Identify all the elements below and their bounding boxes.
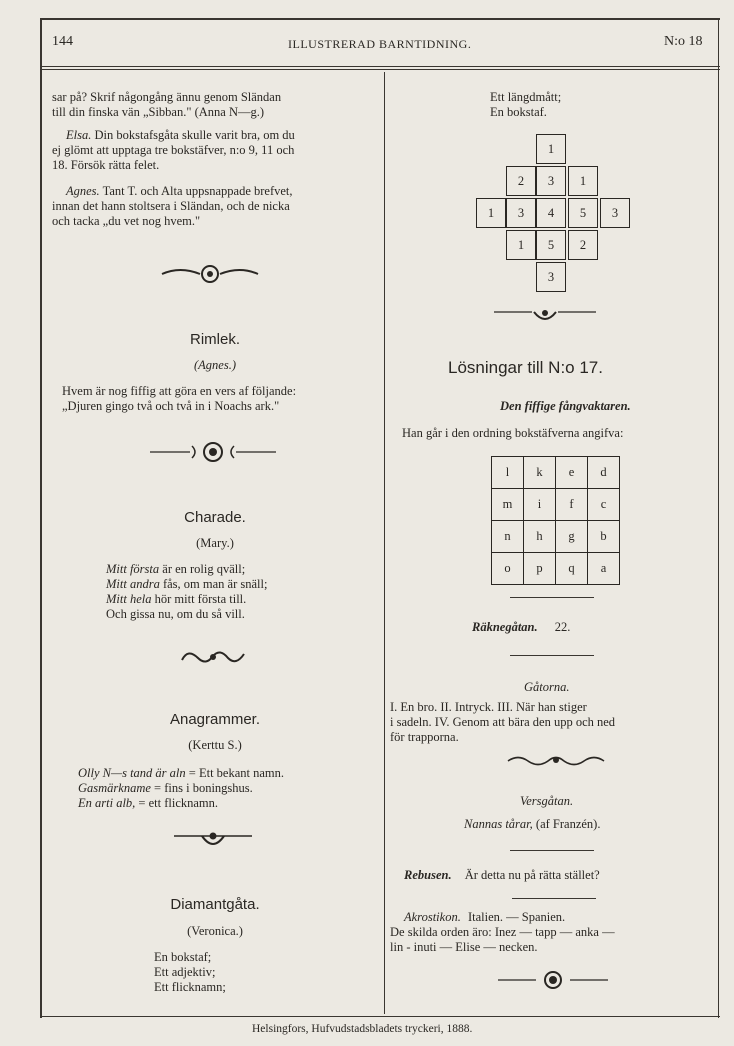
elsa-line-1 xyxy=(66,128,295,143)
table-cell: q xyxy=(556,553,588,585)
grid-cell: 1 xyxy=(568,166,598,196)
grid-cell: 3 xyxy=(600,198,630,228)
rimlek-line-2: „Djuren gingo två och två in i Noachs ark." xyxy=(62,399,280,413)
fangvaktaren-text: Han går i den ordning bokstäfverna angifva: xyxy=(402,426,624,440)
footer-rule xyxy=(40,1016,720,1017)
letter-grid-table xyxy=(491,456,620,585)
grid-cell: 1 xyxy=(506,230,536,260)
akrostikon-text: Italien. — Spanien. xyxy=(467,910,566,924)
diamantgata-title: Diamantgåta. xyxy=(170,896,260,913)
table-cell: i xyxy=(524,489,556,521)
agnes-text-3: och tacka „du vet nog hvem." xyxy=(52,214,201,228)
rebusen-text: Är detta nu på rätta stället? xyxy=(464,868,600,882)
table-cell: n xyxy=(492,521,524,553)
intro-line-2: till din finska vän „Sibban." (Anna N—g.) xyxy=(52,105,265,119)
frame-right-rule xyxy=(718,18,719,1018)
charade-title: Charade. xyxy=(184,509,246,526)
ornament-rosette-icon xyxy=(496,968,610,992)
issue-number: N:o 18 xyxy=(664,34,703,49)
table-cell: d xyxy=(588,457,620,489)
anagram-line-1: Olly N—s tand är aln = Ett bekant namn. xyxy=(78,766,285,780)
versgatan-title: Versgåtan. xyxy=(520,794,574,808)
gatorna-title: Gåtorna. xyxy=(524,680,570,694)
separator-line xyxy=(510,655,594,656)
table-cell: g xyxy=(556,521,588,553)
table-row xyxy=(492,553,620,585)
table-cell: a xyxy=(588,553,620,585)
table-cell: b xyxy=(588,521,620,553)
raknegatan-value: 22. xyxy=(554,620,571,634)
grid-cell: 3 xyxy=(536,166,566,196)
gatorna-line-2: i sadeln. IV. Genom att bära den upp och ned xyxy=(390,715,616,729)
rebusen-line xyxy=(404,868,600,883)
akrostikon-line-3: lin - inuti — Elise — necken. xyxy=(390,940,538,954)
grid-cell: 2 xyxy=(568,230,598,260)
table-cell: h xyxy=(524,521,556,553)
versgatan-line xyxy=(464,817,600,832)
fangvaktaren-title: Den fiffige fångvaktaren. xyxy=(500,399,631,413)
table-row xyxy=(492,457,620,489)
column-divider xyxy=(384,72,385,1014)
diamant-line-1: En bokstaf; xyxy=(154,950,212,964)
table-cell: o xyxy=(492,553,524,585)
diamantgata-author: (Veronica.) xyxy=(187,924,243,938)
header-rule xyxy=(40,66,720,67)
solutions-title: Lösningar till N:o 17. xyxy=(448,358,603,377)
charade-line-2: Mitt andra fås, om man är snäll; xyxy=(106,577,268,591)
akrostikon-line-2: De skilda orden äro: Inez — tapp — anka — xyxy=(390,925,615,939)
ornament-leaf-icon xyxy=(490,304,600,326)
grid-cell: 3 xyxy=(536,262,566,292)
table-cell: f xyxy=(556,489,588,521)
akrostikon-line xyxy=(404,910,565,925)
grid-cell: 1 xyxy=(536,134,566,164)
agnes-line-1 xyxy=(66,184,293,199)
rebusen-label: Rebusen. xyxy=(404,868,452,882)
right-top-line-1: Ett längdmått; xyxy=(490,90,562,104)
table-cell: k xyxy=(524,457,556,489)
charade-line-3: Mitt hela hör mitt första till. xyxy=(106,592,247,606)
header-rule-double xyxy=(40,69,720,70)
rimlek-line-1: Hvem är nog fiffig att göra en vers af följande: xyxy=(62,384,297,398)
journal-title: ILLUSTRERAD BARNTIDNING. xyxy=(288,37,472,51)
grid-cell: 4 xyxy=(536,198,566,228)
separator-line xyxy=(512,898,596,899)
elsa-text-1: Din bokstafsgåta skulle varit bra, om du xyxy=(94,128,295,142)
rimlek-author: (Agnes.) xyxy=(194,358,236,372)
grid-cell: 1 xyxy=(476,198,506,228)
anagram-line-2: Gasmärkname = fins i boningshus. xyxy=(78,781,253,795)
grid-cell: 3 xyxy=(506,198,536,228)
anagram-line-3: En arti alb, = ett flicknamn. xyxy=(78,796,219,810)
agnes-text-2: innan det hann stoltsera i Sländan, och de nicka xyxy=(52,199,290,213)
elsa-text-3: 18. Försök rätta felet. xyxy=(52,158,160,172)
gatorna-line-1: I. En bro. II. Intryck. III. När han stiger xyxy=(390,700,587,714)
table-row xyxy=(492,489,620,521)
separator-line xyxy=(510,850,594,851)
page-number: 144 xyxy=(52,34,73,49)
table-cell: p xyxy=(524,553,556,585)
rimlek-title: Rimlek. xyxy=(189,331,240,348)
intro-line-1: sar på? Skrif någongång ännu genom Sländan xyxy=(52,90,282,104)
right-top-line-2: En bokstaf. xyxy=(490,105,547,119)
grid-cell: 5 xyxy=(568,198,598,228)
grid-cell: 2 xyxy=(506,166,536,196)
elsa-name: Elsa. xyxy=(66,128,92,142)
table-cell: l xyxy=(492,457,524,489)
footer-imprint: Helsingfors, Hufvudstadsbladets tryckeri, 1888. xyxy=(252,1023,473,1035)
table-row xyxy=(492,521,620,553)
agnes-text-1: Tant T. och Alta uppsnappade brefvet, xyxy=(102,184,293,198)
agnes-name: Agnes. xyxy=(66,184,100,198)
frame-left-rule xyxy=(40,18,42,1018)
diamant-line-2: Ett adjektiv; xyxy=(154,965,216,979)
ornament-swirl-icon xyxy=(178,646,248,668)
charade-line-4: Och gissa nu, om du så vill. xyxy=(106,607,245,621)
table-cell: c xyxy=(588,489,620,521)
separator-line xyxy=(510,597,594,598)
ornament-medallion-icon xyxy=(148,440,278,464)
frame-top-rule xyxy=(40,18,720,20)
versgatan-lead: Nannas tårar, xyxy=(464,817,533,831)
raknegatan-label: Räknegåtan. xyxy=(472,620,538,634)
gatorna-line-3: för trapporna. xyxy=(390,730,459,744)
ornament-scroll-icon xyxy=(160,262,260,286)
raknegatan-line xyxy=(472,620,570,635)
versgatan-rest: (af Franzén). xyxy=(535,817,601,831)
ornament-flourish-icon xyxy=(172,828,254,854)
charade-line-1: Mitt första är en rolig qväll; xyxy=(106,562,246,576)
ornament-vine-icon xyxy=(506,752,606,768)
charade-author: (Mary.) xyxy=(196,536,234,550)
akrostikon-label: Akrostikon. xyxy=(404,910,461,924)
diamant-line-3: Ett flicknamn; xyxy=(154,980,226,994)
table-cell: m xyxy=(492,489,524,521)
anagrammer-author: (Kerttu S.) xyxy=(188,738,242,752)
grid-cell: 5 xyxy=(536,230,566,260)
anagrammer-title: Anagrammer. xyxy=(169,711,261,728)
table-cell: e xyxy=(556,457,588,489)
elsa-text-2: ej glömt att upptaga tre bokstäfver, n:o 9, 11 och xyxy=(52,143,295,157)
